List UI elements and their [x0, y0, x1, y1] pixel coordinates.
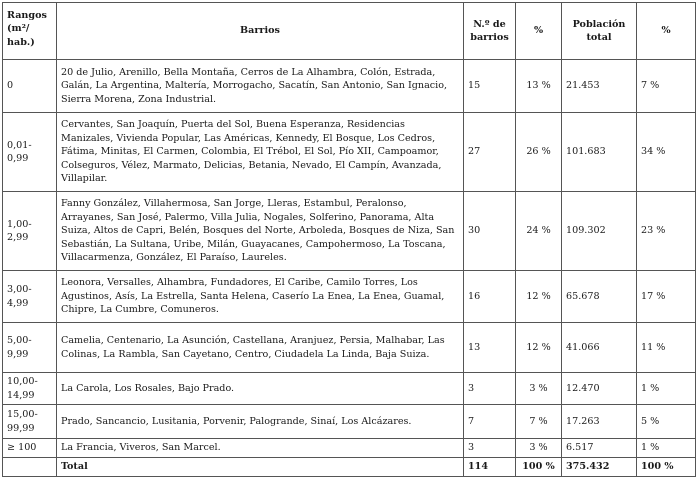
- pct-poblacion-cell: 34 %: [637, 113, 696, 192]
- barrios-cell: Fanny González, Villahermosa, San Jorge, Lleras, Estambul, Peralonso, Arrayanes, San José, Palermo, Villa Julia, Nogales, Solferino, Panorama, Alta Suiza, Altos de Capri, Belén, Bosques del Norte, Arboleda, Bosques de Niza, San Sebastián, La Sultana, Uribe, Milán, Guayacanes, Campohermoso, La Toscana, Villacarmenza, González, El Paraíso, Laureles.: [57, 192, 464, 271]
- pct-poblacion-cell: 1 %: [637, 373, 696, 405]
- n-barrios-cell: 3: [464, 439, 516, 458]
- pct-barrios-cell: 3 %: [516, 439, 562, 458]
- total-row: [3, 458, 696, 477]
- poblacion-cell: 12.470: [562, 373, 637, 405]
- header-pct-poblacion: %: [637, 3, 696, 60]
- table-row: [3, 439, 696, 458]
- barrios-cell: 20 de Julio, Arenillo, Bella Montaña, Cerros de La Alhambra, Colón, Estrada, Galán, La Argentina, Maltería, Morrogacho, Sacatín, San Antonio, San Ignacio, Sierra Morena, Zona Industrial.: [57, 60, 464, 113]
- pct-barrios-cell: 26 %: [516, 113, 562, 192]
- table-row: [3, 323, 696, 373]
- total-poblacion: 375.432: [562, 458, 637, 477]
- barrios-cell: Prado, Sancancio, Lusitania, Porvenir, Palogrande, Sinaí, Los Alcázares.: [57, 405, 464, 439]
- rango-cell: 10,00-14,99: [3, 373, 57, 405]
- poblacion-cell: 21.453: [562, 60, 637, 113]
- barrios-cell: La Francia, Viveros, San Marcel.: [57, 439, 464, 458]
- pct-poblacion-cell: 7 %: [637, 60, 696, 113]
- poblacion-cell: 101.683: [562, 113, 637, 192]
- pct-barrios-cell: 24 %: [516, 192, 562, 271]
- table-row: [3, 60, 696, 113]
- pct-barrios-cell: 13 %: [516, 60, 562, 113]
- header-pct-barrios: %: [516, 3, 562, 60]
- total-empty-cell: [3, 458, 57, 477]
- poblacion-cell: 6.517: [562, 439, 637, 458]
- rango-cell: 5,00-9,99: [3, 323, 57, 373]
- header-rangos: Rangos (m²/ hab.): [3, 3, 57, 60]
- barrios-density-table: [2, 2, 696, 477]
- pct-poblacion-cell: 17 %: [637, 271, 696, 323]
- rango-cell: 3,00-4,99: [3, 271, 57, 323]
- poblacion-cell: 17.263: [562, 405, 637, 439]
- header-row: [3, 3, 696, 60]
- header-n-barrios: N.º de barrios: [464, 3, 516, 60]
- n-barrios-cell: 16: [464, 271, 516, 323]
- n-barrios-cell: 7: [464, 405, 516, 439]
- table-row: [3, 192, 696, 271]
- rango-cell: 15,00-99,99: [3, 405, 57, 439]
- rango-cell: ≥ 100: [3, 439, 57, 458]
- pct-barrios-cell: 7 %: [516, 405, 562, 439]
- n-barrios-cell: 15: [464, 60, 516, 113]
- rango-cell: 0,01-0,99: [3, 113, 57, 192]
- table-row: [3, 373, 696, 405]
- n-barrios-cell: 30: [464, 192, 516, 271]
- total-pct-poblacion: 100 %: [637, 458, 696, 477]
- n-barrios-cell: 27: [464, 113, 516, 192]
- total-n-barrios: 114: [464, 458, 516, 477]
- n-barrios-cell: 3: [464, 373, 516, 405]
- table-row: [3, 113, 696, 192]
- barrios-cell: Camelia, Centenario, La Asunción, Castellana, Aranjuez, Persia, Malhabar, Las Colinas, La Rambla, San Cayetano, Centro, Ciudadela La Linda, Baja Suiza.: [57, 323, 464, 373]
- pct-poblacion-cell: 11 %: [637, 323, 696, 373]
- poblacion-cell: 41.066: [562, 323, 637, 373]
- pct-poblacion-cell: 5 %: [637, 405, 696, 439]
- pct-barrios-cell: 3 %: [516, 373, 562, 405]
- header-poblacion: Población total: [562, 3, 637, 60]
- pct-barrios-cell: 12 %: [516, 271, 562, 323]
- pct-barrios-cell: 12 %: [516, 323, 562, 373]
- poblacion-cell: 109.302: [562, 192, 637, 271]
- poblacion-cell: 65.678: [562, 271, 637, 323]
- pct-poblacion-cell: 23 %: [637, 192, 696, 271]
- table-row: [3, 405, 696, 439]
- barrios-cell: La Carola, Los Rosales, Bajo Prado.: [57, 373, 464, 405]
- header-barrios: Barrios: [57, 3, 464, 60]
- rango-cell: 1,00-2,99: [3, 192, 57, 271]
- total-pct-barrios: 100 %: [516, 458, 562, 477]
- barrios-cell: Leonora, Versalles, Alhambra, Fundadores, El Caribe, Camilo Torres, Los Agustinos, Asís, La Estrella, Santa Helena, Caserío La Enea, La Enea, Guamal, Chipre, La Cumbre, Comuneros.: [57, 271, 464, 323]
- n-barrios-cell: 13: [464, 323, 516, 373]
- rango-cell: 0: [3, 60, 57, 113]
- table-row: [3, 271, 696, 323]
- barrios-cell: Cervantes, San Joaquín, Puerta del Sol, Buena Esperanza, Residencias Manizales, Vivienda Popular, Las Américas, Kennedy, El Bosque, Los Cedros, Fátima, Minitas, El Carmen, Colombia, El Trébol, El Sol, Pío XII, Campoamor, Colseguros, Vélez, Marmato, Delicias, Betania, Nevado, El Campín, Avanzada, Villapilar.: [57, 113, 464, 192]
- total-label: Total: [57, 458, 464, 477]
- pct-poblacion-cell: 1 %: [637, 439, 696, 458]
